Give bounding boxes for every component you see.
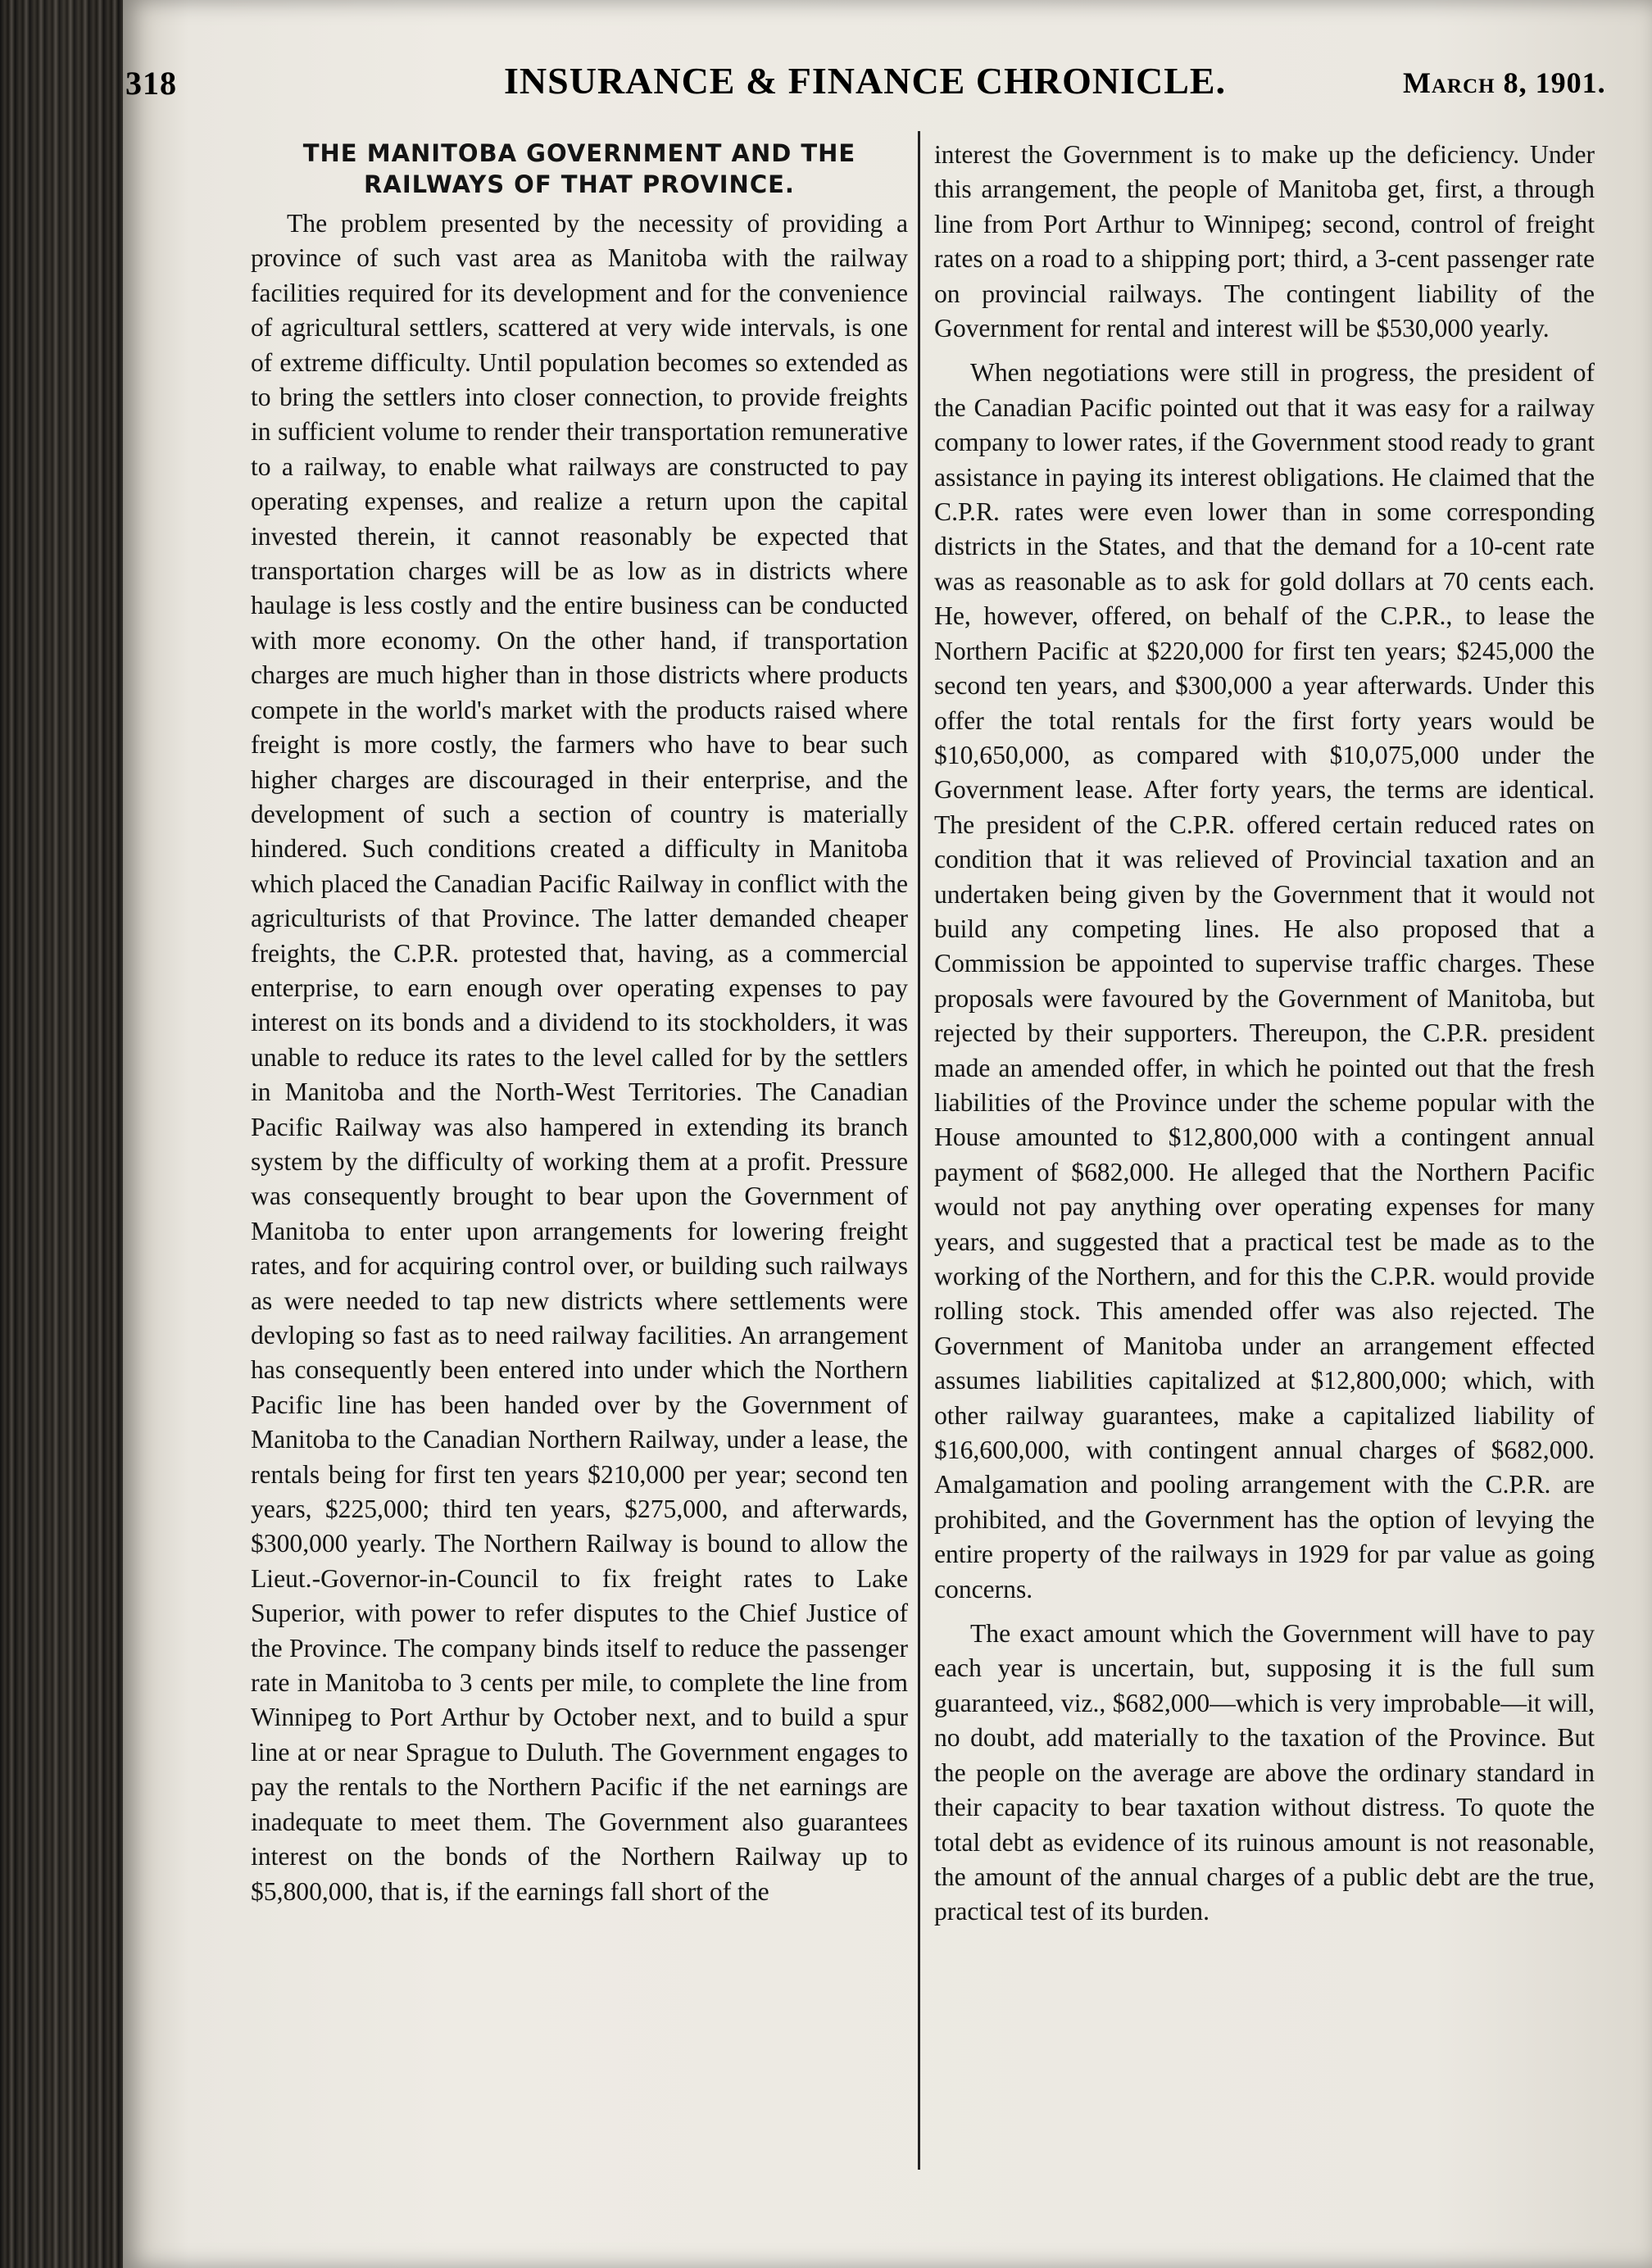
article-paragraph-3: The exact amount which the Government will have to pay each year is uncertain, but, supposing it is the full sum guaranteed, viz., $682,000—which is very improbable—it will, no doubt, add materially to the taxation of the Province. But the people on the average are above the ordinary standard in their capacity to bear taxation without distress. To quote the total debt as evidence of its ruinous amount is not reasonable, the amount of the annual charges of a public debt are the true, practical test of its burden. <box>934 1619 1595 1926</box>
column-divider <box>918 131 920 2170</box>
article-heading: THE MANITOBA GOVERNMENT AND THE RAILWAYS OF THAT PROVINCE. <box>302 139 856 198</box>
right-column <box>934 138 1595 1930</box>
issue-date: March 8, 1901. <box>1403 66 1606 99</box>
article-paragraph-1-part-2: interest the Government is to make up the deficiency. Under this arrangement, the people of Manitoba get, first, a through line from Port Arthur to Winnipeg; second, control of freight rates on a road to a shipping port; third, a 3-cent passenger rate on provincial railways. The contingent liability of the Government for rental and interest will be $530,000 yearly. <box>934 140 1595 343</box>
book-binding <box>0 0 123 2268</box>
article-paragraph-1-part-1: The problem presented by the necessity of providing a province of such vast area as Manitoba with the railway facilities required for its development and for the convenience of agricultural settlers, scattered at very wide intervals, is one of extreme difficulty. Until population becomes so extended as to bring the settlers into closer connection, to provide freights in sufficient volume to render their transportation remunerative to a railway, to enable what railways are constructed to pay operating expenses, and realize a return upon the capital invested therein, it cannot reasonably be expected that transportation charges will be as low as in districts where haulage is less costly and the entire business can be conducted with more economy. On the other hand, if transportation charges are much higher than in those districts where products compete in the world's market with the products raised where freight is more costly, the farmers who have to bear such higher charges are discouraged in their enterprise, and the development of such a section of country is materially hindered. Such conditions created a difficulty in Manitoba which placed the Canadian Pacific Railway in conflict with the agriculturists of that Province. The latter demanded cheaper freights, the C.P.R. protested that, having, as a commercial enterprise, to earn enough over operating expenses to pay interest on its bonds and a dividend to its stockholders, it was unable to reduce its rates to the level called for by the settlers in Manitoba and the North-West Territories. The Canadian Pacific Railway was also hampered in extending its branch system by the difficulty of working them at a profit. Pressure was consequently brought to bear upon the Government of Manitoba to enter upon arrangements for lowering freight rates, and for acquiring control over, or building such railways as were needed to tap new districts where settlements were devloping so fast as to need railway facilities. An arrangement has consequently been entered into under which the Northern Pacific line has been handed over by the Government of Manitoba to the Canadian Northern Railway, under a lease, the rentals being for first ten years $210,000 per year; second ten years, $225,000; third ten years, $275,000, and afterwards, $300,000 yearly. The Northern Railway is bound to allow the Lieut.-Governor-in-Council to fix freight rates to Lake Superior, with power to refer disputes to the Chief Justice of the Province. The company binds itself to reduce the passenger rate in Manitoba to 3 cents per mile, to complete the line from Winnipeg to Port Arthur by October next, and to build a spur line at or near Sprague to Duluth. The Government engages to pay the rentals to the Northern Pacific if the net earnings are inadequate to meet them. The Government also guarantees interest on the bonds of the Northern Railway up to $5,800,000, that is, if the earnings fall short of the <box>251 209 908 1906</box>
article-paragraph-2: When negotiations were still in progress, the president of the Canadian Pacific pointed out that it was easy for a railway company to lower rates, if the Government stood ready to grant assistance in paying its interest obligations. He claimed that the C.P.R. rates were even lower than in some corresponding districts in the States, and that the demand for a 10-cent rate was as reasonable as to ask for gold dollars at 70 cents each. He, however, offered, on behalf of the C.P.R., to lease the Northern Pacific at $220,000 for first ten years; $245,000 the second ten years, and $300,000 a year afterwards. Under this offer the total rentals for the first forty years would be $10,650,000, as compared with $10,075,000 under the Government lease. After forty years, the terms are identical. The president of the C.P.R. offered certain reduced rates on condition that it was relieved of Provincial taxation and an undertaken being given by the Government that it would not build any competing lines. He also proposed that a Commission be appointed to supervise traffic charges. These proposals were favoured by the Government of Manitoba, but rejected by their supporters. Thereupon, the C.P.R. president made an amended offer, in which he pointed out that the fresh liabilities of the Province under the scheme popular with the House amounted to $12,800,000 with a contingent annual payment of $682,000. He alleged that the Northern Pacific would not pay anything over operating expenses for many years, and suggested that a practical test be made as to the working of the Northern, and for this the C.P.R. would provide rolling stock. This amended offer was also rejected. The Government of Manitoba under an arrangement effected assumes liabilities capitalized at $12,800,000; which, with other railway guarantees, make a capitalized liability of $16,600,000, with contingent annual charges of $682,000. Amalgamation and pooling arrangement with the C.P.R. are prohibited, and the Government has the option of levying the entire property of the railways in 1929 for par value as going concerns. <box>934 358 1595 1603</box>
journal-title: INSURANCE & FINANCE CHRONICLE. <box>504 60 1227 102</box>
left-column <box>251 138 908 1909</box>
page-number: 318 <box>125 65 177 102</box>
